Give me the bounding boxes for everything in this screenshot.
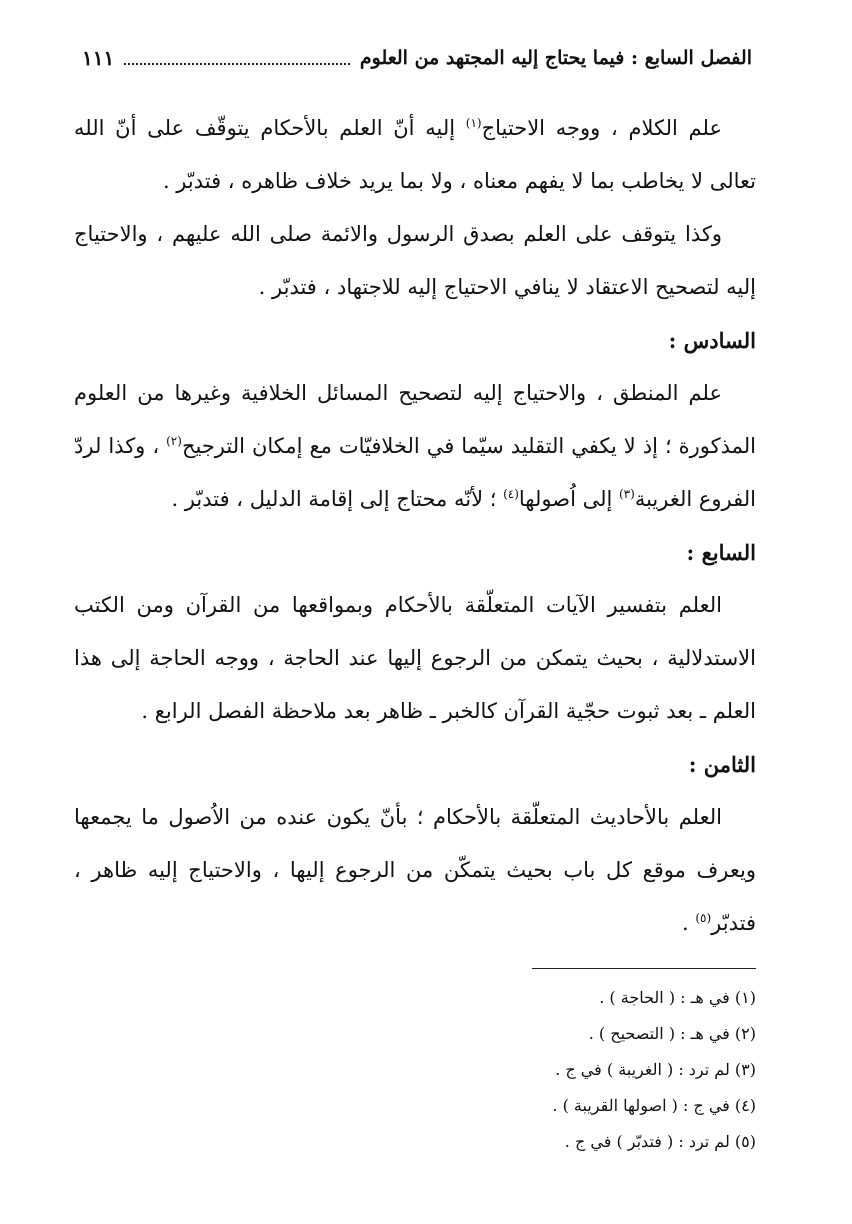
footnote-1: (١) في هـ : ( الحاجة ) . (599, 988, 756, 1007)
heading-seventh: السابع : (686, 540, 756, 565)
heading-sixth: السادس : (668, 328, 756, 353)
footnote-ref-2: (٢) (166, 434, 182, 448)
footnote-3: (٣) لم ترد : ( الغريبة ) في ج . (555, 1060, 756, 1079)
paragraph-5 (74, 791, 756, 950)
paragraph-3 (74, 367, 756, 526)
paragraph-3-text-d: ؛ لأنّه محتاج إلى إقامة الدليل ، فتدبّر . (171, 487, 504, 511)
footnote-ref-4: (٤) (503, 487, 519, 501)
footnote-4: (٤) في ج : ( اصولها القريبة ) . (552, 1096, 756, 1115)
paragraph-4: العلم بتفسير الآيات المتعلّقة بالأحكام وبمواقعها من القرآن ومن الكتب الاستدلالية ، بحيث يتمكن من الرجوع إليها عند الحاجة ، ووجه الحاجة إلى هذا العلم ـ بعد ثبوت حجّية القرآن كالخبر ـ ظاهر بعد ملاحظة الفصل الرابع . (74, 593, 756, 723)
paragraph-3-text-b: ، وكذا لردّ الفروع الغريبة (74, 434, 756, 511)
page-header (82, 38, 752, 78)
paragraph-1-text-a: علم الكلام ، ووجه الاحتياج (481, 116, 722, 140)
paragraph-3-text-c: إلى اُصولها (518, 487, 619, 511)
paragraph-1 (74, 102, 756, 208)
paragraph-2: وكذا يتوقف على العلم بصدق الرسول والائمة صلى الله عليهم ، والاحتياج إليه لتصحيح الاعتقاد لا ينافي الاحتياج إليه للاجتهاد ، فتدبّر . (74, 222, 756, 299)
paragraph-5-text: العلم بالأحاديث المتعلّقة بالأحكام ؛ بأنّ يكون عنده من الاُصول ما يجمعها ويعرف موقع كل باب بحيث يتمكّن من الرجوع إليها ، والاحتياج إليه ظاهر ، فتدبّر (74, 805, 756, 935)
heading-eighth: الثامن : (688, 752, 756, 777)
footnote-ref-1: (١) (465, 116, 482, 130)
footnote-5: (٥) لم ترد : ( فتدبّر ) في ج . (564, 1132, 756, 1151)
footnote-divider (532, 968, 756, 969)
footnote-ref-5: (٥) (695, 911, 712, 925)
paragraph-5-end: . (681, 911, 696, 935)
paragraph-1-text-b: إليه أنّ العلم بالأحكام يتوقّف على أنّ الله تعالى لا يخاطب بما لا يفهم معناه ، ولا بما يريد خلاف ظاهره ، فتدبّر . (74, 116, 756, 193)
footnote-ref-3: (٣) (618, 487, 635, 501)
footnotes (200, 980, 756, 1160)
dot-leader (124, 51, 350, 65)
running-title: الفصل السابع : فيما يحتاج إليه المجتهد من العلوم (359, 47, 752, 69)
main-text (74, 102, 756, 950)
footnote-2: (٢) في هـ : ( التصحيح ) . (588, 1024, 756, 1043)
page-number: ١١١ (82, 46, 115, 70)
paragraph-3-text-a: علم المنطق ، والاحتياج إليه لتصحيح المسائل الخلافية وغيرها من العلوم المذكورة ؛ إذ لا يكفي التقليد سيّما في الخلافيّات مع إمكان الترجيح (74, 381, 757, 458)
